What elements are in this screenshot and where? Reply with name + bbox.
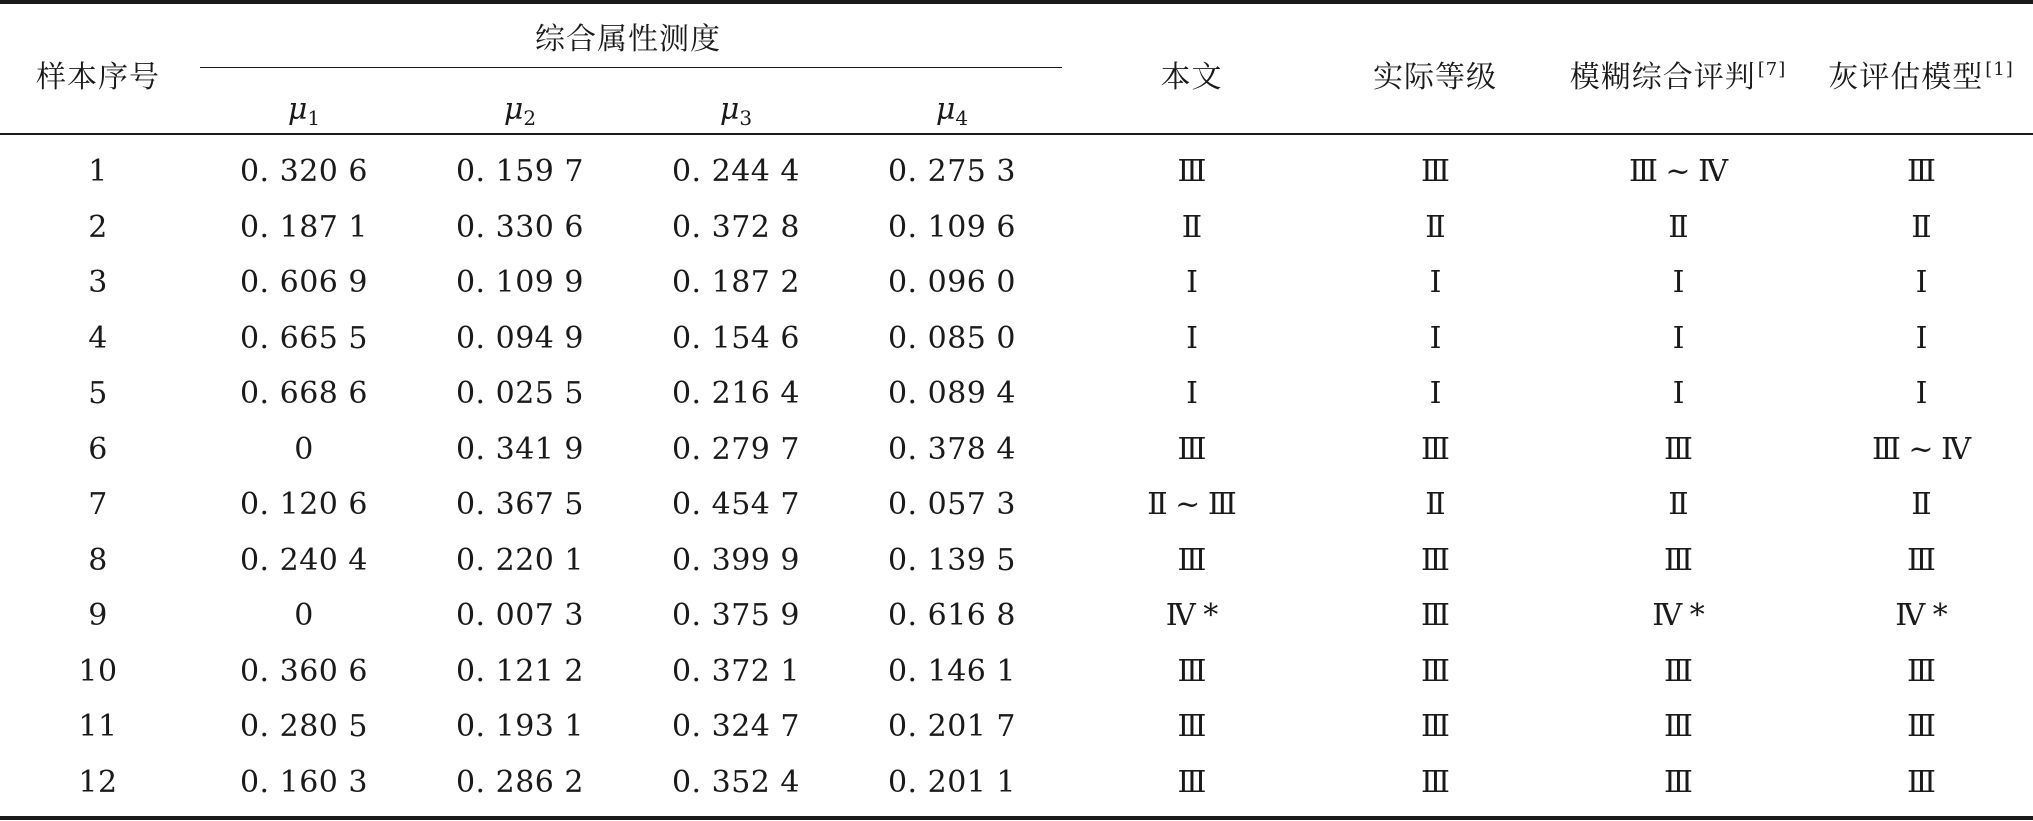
cell-this-paper: Ⅰ — [1186, 265, 1197, 301]
cell-grey-model: Ⅲ — [1907, 764, 1935, 800]
cell-mu3: 0. 399 9 — [671, 542, 801, 578]
cell-actual-grade: Ⅲ — [1421, 598, 1449, 634]
header-sample-no: 样本序号 — [36, 60, 160, 95]
cell-mu1: 0 — [294, 598, 314, 634]
header-fuzzy-eval-label: 模糊综合评判 — [1569, 60, 1756, 95]
cell-mu3: 0. 324 7 — [671, 709, 801, 745]
table-row — [0, 422, 2033, 478]
fuzzy-citation: [7] — [1757, 59, 1787, 80]
cell-mu1: 0. 606 9 — [239, 265, 369, 301]
cell-fuzzy-eval: Ⅲ — [1664, 542, 1692, 578]
cell-grey-model: Ⅲ — [1907, 542, 1935, 578]
cell-mu4: 0. 201 7 — [887, 709, 1017, 745]
cell-mu1: 0. 320 6 — [239, 154, 369, 190]
table-row — [0, 533, 2033, 589]
cell-actual-grade: Ⅲ — [1421, 709, 1449, 745]
cell-this-paper: Ⅰ — [1186, 320, 1197, 356]
cell-fuzzy-eval: Ⅰ — [1672, 376, 1684, 412]
cell-mu3: 0. 244 4 — [671, 154, 801, 190]
header-row-top — [0, 4, 2033, 78]
table-row — [0, 366, 2033, 422]
cell-sample-no: 10 — [78, 653, 118, 689]
cell-sample-no: 3 — [88, 265, 108, 301]
cell-grey-model: Ⅰ — [1915, 265, 1927, 301]
cell-mu2: 0. 094 9 — [455, 320, 585, 356]
cell-mu1: 0. 280 5 — [239, 709, 369, 745]
cell-mu4: 0. 139 5 — [887, 542, 1017, 578]
cell-mu2: 0. 159 7 — [455, 154, 585, 190]
cell-this-paper: Ⅲ — [1177, 431, 1206, 467]
cell-grey-model: Ⅲ ~ Ⅳ — [1871, 431, 1971, 467]
cell-sample-no: 7 — [88, 487, 108, 523]
cell-mu3: 0. 352 4 — [671, 764, 801, 800]
cell-mu4: 0. 085 0 — [887, 320, 1017, 356]
cell-actual-grade: Ⅱ — [1425, 209, 1445, 245]
table-row — [0, 200, 2033, 256]
cell-mu3: 0. 154 6 — [671, 320, 801, 356]
cell-mu1: 0. 665 5 — [239, 320, 369, 356]
cell-mu2: 0. 025 5 — [455, 376, 585, 412]
table-row — [0, 311, 2033, 367]
cell-actual-grade: Ⅲ — [1421, 431, 1449, 467]
cell-grey-model: Ⅲ — [1907, 154, 1935, 190]
cell-grey-model: Ⅰ — [1915, 320, 1927, 356]
results-table — [0, 4, 2033, 810]
cell-fuzzy-eval: Ⅲ — [1664, 653, 1692, 689]
mu-symbol: μ — [719, 92, 740, 127]
mu-index: 3 — [739, 106, 753, 130]
cell-grey-model: Ⅱ — [1911, 487, 1931, 523]
cell-this-paper: Ⅰ — [1186, 376, 1197, 412]
cell-mu2: 0. 341 9 — [455, 431, 585, 467]
cell-actual-grade: Ⅲ — [1421, 764, 1449, 800]
cell-mu3: 0. 454 7 — [671, 487, 801, 523]
cell-grey-model: Ⅳ * — [1895, 598, 1947, 634]
mu-index: 4 — [955, 106, 969, 130]
cell-mu4: 0. 096 0 — [887, 265, 1017, 301]
cell-actual-grade: Ⅱ — [1425, 487, 1445, 523]
cell-mu4: 0. 089 4 — [887, 376, 1017, 412]
cell-fuzzy-eval: Ⅰ — [1672, 265, 1684, 301]
header-this-paper: 本文 — [1160, 60, 1223, 95]
cell-sample-no: 9 — [88, 598, 108, 634]
cell-mu2: 0. 121 2 — [455, 653, 585, 689]
cell-mu1: 0. 160 3 — [239, 764, 369, 800]
cell-fuzzy-eval: Ⅰ — [1672, 320, 1684, 356]
cell-mu4: 0. 378 4 — [887, 431, 1017, 467]
table-row — [0, 644, 2033, 700]
header-fuzzy-eval — [1547, 4, 1809, 144]
header-mu2 — [412, 78, 628, 144]
mu-index: 2 — [523, 106, 537, 130]
cell-sample-no: 11 — [78, 709, 118, 745]
cell-sample-no: 2 — [88, 209, 108, 245]
cell-this-paper: Ⅲ — [1177, 709, 1206, 745]
header-mu1 — [196, 78, 412, 144]
cell-sample-no: 12 — [78, 764, 118, 800]
cell-this-paper: Ⅲ — [1177, 542, 1206, 578]
cell-this-paper: Ⅱ ~ Ⅲ — [1147, 487, 1236, 523]
cell-mu3: 0. 372 8 — [671, 209, 801, 245]
cell-actual-grade: Ⅲ — [1421, 154, 1449, 190]
table-row — [0, 255, 2033, 311]
cell-grey-model: Ⅲ — [1907, 653, 1935, 689]
cell-fuzzy-eval: Ⅲ — [1664, 764, 1692, 800]
cell-mu3: 0. 375 9 — [671, 598, 801, 634]
cell-this-paper: Ⅲ — [1177, 154, 1206, 190]
cell-mu3: 0. 187 2 — [671, 265, 801, 301]
cell-mu1: 0. 240 4 — [239, 542, 369, 578]
cell-mu2: 0. 109 9 — [455, 265, 585, 301]
table-row — [0, 144, 2033, 200]
mu-symbol: μ — [935, 92, 956, 127]
table-row — [0, 699, 2033, 755]
cell-mu3: 0. 372 1 — [671, 653, 801, 689]
cell-actual-grade: Ⅰ — [1429, 320, 1441, 356]
cell-fuzzy-eval: Ⅳ * — [1652, 598, 1704, 634]
cell-grey-model: Ⅲ — [1907, 709, 1935, 745]
cell-grey-model: Ⅰ — [1915, 376, 1927, 412]
cell-this-paper: Ⅲ — [1177, 764, 1206, 800]
cell-sample-no: 4 — [88, 320, 108, 356]
cell-actual-grade: Ⅲ — [1421, 653, 1449, 689]
cell-fuzzy-eval: Ⅲ ~ Ⅳ — [1628, 154, 1728, 190]
cell-mu3: 0. 216 4 — [671, 376, 801, 412]
cell-mu1: 0 — [294, 431, 314, 467]
header-mu4 — [844, 78, 1060, 144]
cell-sample-no: 1 — [88, 154, 108, 190]
header-mu3 — [628, 78, 844, 144]
cell-mu2: 0. 007 3 — [455, 598, 585, 634]
bottom-rule — [0, 816, 2033, 820]
cell-actual-grade: Ⅰ — [1429, 376, 1441, 412]
cell-mu1: 0. 187 1 — [239, 209, 369, 245]
cell-actual-grade: Ⅲ — [1421, 542, 1449, 578]
mu-symbol: μ — [287, 92, 308, 127]
header-group-title: 综合属性测度 — [535, 22, 721, 57]
cell-sample-no: 6 — [88, 431, 108, 467]
table-body — [0, 144, 2033, 810]
cell-mu4: 0. 201 1 — [887, 764, 1017, 800]
cell-mu2: 0. 367 5 — [455, 487, 585, 523]
mu-symbol: μ — [503, 92, 524, 127]
cell-mu3: 0. 279 7 — [671, 431, 801, 467]
cell-fuzzy-eval: Ⅱ — [1668, 209, 1688, 245]
cell-mu1: 0. 668 6 — [239, 376, 369, 412]
cell-mu4: 0. 275 3 — [887, 154, 1017, 190]
header-actual-grade: 实际等级 — [1373, 60, 1497, 95]
grey-citation: [1] — [1985, 59, 2014, 80]
table-row — [0, 588, 2033, 644]
header-grey-model-label: 灰评估模型 — [1828, 60, 1984, 95]
mu-index: 1 — [307, 106, 321, 130]
cell-mu4: 0. 057 3 — [887, 487, 1017, 523]
cell-this-paper: Ⅳ * — [1165, 598, 1218, 634]
cell-sample-no: 8 — [88, 542, 108, 578]
cell-grey-model: Ⅱ — [1911, 209, 1931, 245]
cell-this-paper: Ⅱ — [1181, 209, 1202, 245]
table-row — [0, 755, 2033, 811]
header-grey-model — [1809, 4, 2033, 144]
cell-mu4: 0. 109 6 — [887, 209, 1017, 245]
cell-sample-no: 5 — [88, 376, 108, 412]
cell-mu4: 0. 616 8 — [887, 598, 1017, 634]
cell-mu2: 0. 330 6 — [455, 209, 585, 245]
cell-this-paper: Ⅲ — [1177, 653, 1206, 689]
cell-mu4: 0. 146 1 — [887, 653, 1017, 689]
cell-fuzzy-eval: Ⅱ — [1668, 487, 1688, 523]
table-row — [0, 477, 2033, 533]
cell-mu2: 0. 220 1 — [455, 542, 585, 578]
cell-mu2: 0. 193 1 — [455, 709, 585, 745]
cell-mu1: 0. 360 6 — [239, 653, 369, 689]
cell-fuzzy-eval: Ⅲ — [1664, 709, 1692, 745]
cell-fuzzy-eval: Ⅲ — [1664, 431, 1692, 467]
cell-mu1: 0. 120 6 — [239, 487, 369, 523]
cell-actual-grade: Ⅰ — [1429, 265, 1441, 301]
cell-mu2: 0. 286 2 — [455, 764, 585, 800]
